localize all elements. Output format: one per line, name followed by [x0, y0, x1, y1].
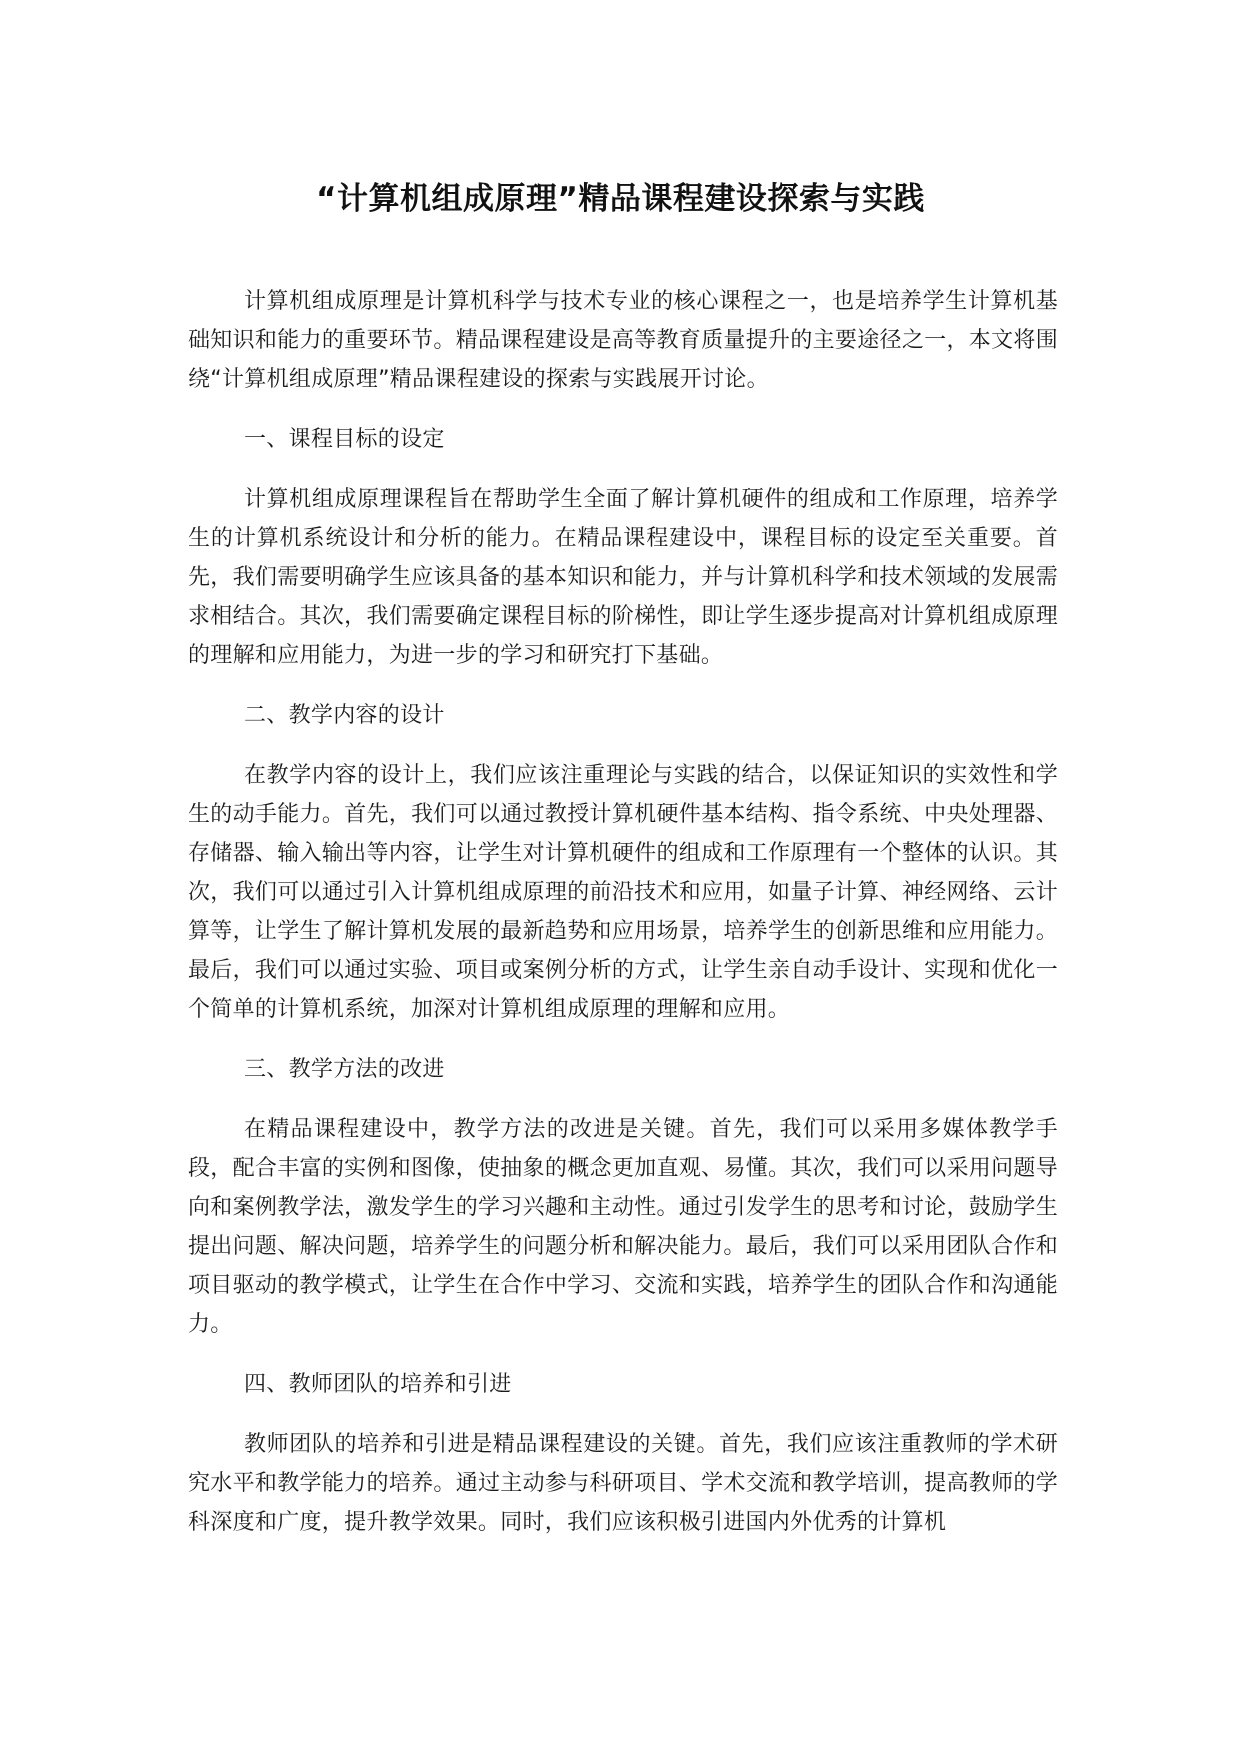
section-body-teachers: 教师团队的培养和引进是精品课程建设的关键。首先，我们应该注重教师的学术研究水平和教学能力的培养。通过主动参与科研项目、学术交流和教学培训，提高教师的学科深度和广度，提升教学效果。同时，我们应该积极引进国内外优秀的计算机 — [188, 1432, 1058, 1535]
section-heading-goals: 一、课程目标的设定 — [244, 427, 445, 452]
intro-paragraph: 计算机组成原理是计算机科学与技术专业的核心课程之一，也是培养学生计算机基础知识和能力的重要环节。精品课程建设是高等教育质量提升的主要途径之一，本文将围绕“计算机组成原理”精品课程建设的探索与实践展开讨论。 — [188, 289, 1058, 392]
section-heading-content: 二、教学内容的设计 — [244, 703, 445, 728]
section-body-content: 在教学内容的设计上，我们应该注重理论与实践的结合，以保证知识的实效性和学生的动手能力。首先，我们可以通过教授计算机硬件基本结构、指令系统、中央处理器、存储器、输入输出等内容，让学生对计算机硬件的组成和工作原理有一个整体的认识。其次，我们可以通过引入计算机组成原理的前沿技术和应用，如量子计算、神经网络、云计算等，让学生了解计算机发展的最新趋势和应用场景，培养学生的创新思维和应用能力。最后，我们可以通过实验、项目或案例分析的方式，让学生亲自动手设计、实现和优化一个简单的计算机系统，加深对计算机组成原理的理解和应用。 — [188, 763, 1058, 1022]
section-body-goals: 计算机组成原理课程旨在帮助学生全面了解计算机硬件的组成和工作原理，培养学生的计算机系统设计和分析的能力。在精品课程建设中，课程目标的设定至关重要。首先，我们需要明确学生应该具备的基本知识和能力，并与计算机科学和技术领域的发展需求相结合。其次，我们需要确定课程目标的阶梯性，即让学生逐步提高对计算机组成原理的理解和应用能力，为进一步的学习和研究打下基础。 — [188, 487, 1058, 668]
section-heading-methods: 三、教学方法的改进 — [244, 1057, 445, 1082]
document-body — [188, 282, 1058, 1563]
section-heading-teachers: 四、教师团队的培养和引进 — [244, 1372, 512, 1397]
section-body-methods: 在精品课程建设中，教学方法的改进是关键。首先，我们可以采用多媒体教学手段，配合丰富的实例和图像，使抽象的概念更加直观、易懂。其次，我们可以采用问题导向和案例教学法，激发学生的学习兴趣和主动性。通过引发学生的思考和讨论，鼓励学生提出问题、解决问题，培养学生的问题分析和解决能力。最后，我们可以采用团队合作和项目驱动的教学模式，让学生在合作中学习、交流和实践，培养学生的团队合作和沟通能力。 — [188, 1117, 1058, 1337]
document-title: “计算机组成原理”精品课程建设探索与实践 — [316, 181, 925, 217]
